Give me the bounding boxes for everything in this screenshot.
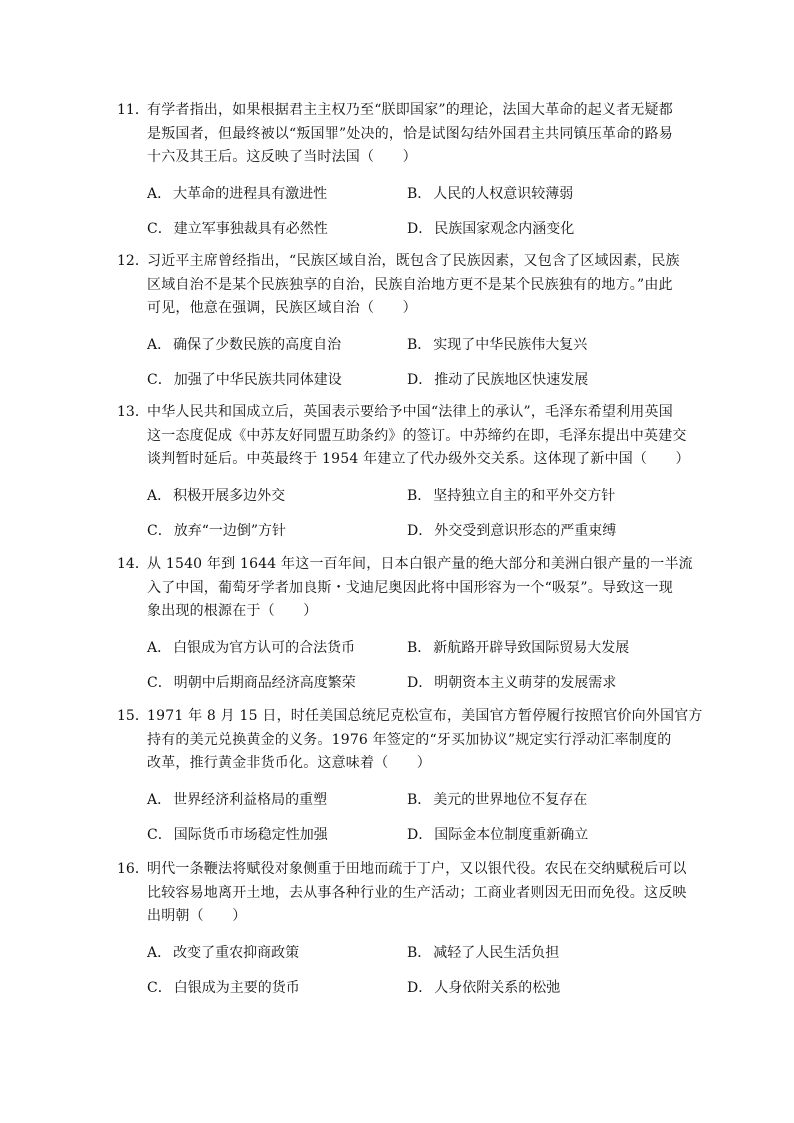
question-15 [117, 705, 703, 847]
option-text: 国际货币市场稳定性加强 [173, 826, 328, 843]
stem-line: 改革，推行黄金非货币化。这意味着（ ） [147, 755, 431, 771]
options-row [117, 333, 677, 357]
option-text: 民族国家观念内涵变化 [434, 220, 575, 237]
option-letter: B． [407, 185, 432, 202]
option-text: 减轻了人民生活负担 [433, 944, 560, 961]
question-16 [117, 858, 687, 1000]
option-c[interactable] [147, 217, 328, 241]
question-number: 16． [117, 861, 149, 877]
options-row [117, 182, 677, 206]
options-row [117, 368, 677, 392]
option-b[interactable] [407, 484, 615, 508]
option-text: 白银成为主要的货币 [173, 979, 300, 996]
options-row [117, 788, 677, 812]
question-stem [117, 250, 680, 321]
option-letter: D． [407, 979, 433, 996]
option-b[interactable] [407, 941, 559, 965]
option-text: 外交受到意识形态的严重束缚 [434, 522, 617, 539]
options-row [117, 217, 677, 241]
stem-line: 明代一条鞭法将赋役对象侧重于田地而疏于丁户，又以银代役。农民在交纳赋税后可以 [147, 861, 687, 877]
option-letter: B． [407, 487, 432, 504]
stem-line: 1971 年 8 月 15 日，时任美国总统尼克松宣布，美国官方暂停履行按照官价向外国官方 [147, 708, 703, 724]
option-text: 人民的人权意识较薄弱 [433, 185, 574, 202]
option-c[interactable] [147, 823, 328, 847]
question-number: 12． [117, 253, 149, 269]
option-c[interactable] [147, 671, 356, 695]
question-number: 15． [117, 708, 149, 724]
option-a[interactable] [147, 788, 327, 812]
option-c[interactable] [147, 519, 286, 543]
option-letter: A． [147, 185, 172, 202]
option-letter: C． [147, 979, 172, 996]
option-letter: C． [147, 522, 172, 539]
options-row [117, 941, 677, 965]
option-letter: A． [147, 944, 172, 961]
option-b[interactable] [407, 333, 587, 357]
stem-line: 比较容易地离开土地，去从事各种行业的生产活动；工商业者则因无田而免役。这反映 [147, 884, 687, 901]
option-text: 大革命的进程具有激进性 [173, 185, 328, 202]
option-text: 放弃“一边倒”方针 [173, 522, 287, 539]
question-stem [117, 858, 687, 929]
options-row [117, 484, 677, 508]
option-letter: D． [407, 522, 433, 539]
stem-line: 习近平主席曾经指出，“民族区域自治，既包含了民族因素，又包含了区域因素，民族 [147, 253, 680, 269]
question-stem [117, 99, 677, 170]
stem-line: 区域自治不是某个民族独享的自治，民族自治地方更不是某个民族独有的地方。”由此 [147, 276, 673, 293]
option-text: 人身依附关系的松弛 [434, 979, 561, 996]
option-letter: A． [147, 639, 172, 656]
stem-line: 出明朝（ ） [147, 908, 247, 924]
option-a[interactable] [147, 333, 341, 357]
option-text: 明朝资本主义萌芽的发展需求 [434, 674, 617, 691]
stem-line: 有学者指出，如果根据君主主权乃至“朕即国家”的理论，法国大革命的起义者无疑都 [147, 102, 673, 118]
option-letter: C． [147, 674, 172, 691]
stem-line: 这一态度促成《中苏友好同盟互助条约》的签订。中苏缔约在即，毛泽东提出中英建交 [147, 427, 687, 444]
option-b[interactable] [407, 636, 629, 660]
stem-line: 十六及其王后。这反映了当时法国（ ） [147, 149, 417, 165]
option-text: 白银成为官方认可的合法货币 [173, 639, 356, 656]
option-c[interactable] [147, 368, 342, 392]
option-a[interactable] [147, 636, 355, 660]
option-b[interactable] [407, 182, 573, 206]
option-letter: B． [407, 944, 432, 961]
options-row [117, 823, 677, 847]
stem-line: 入了中国，葡萄牙学者加良斯・戈迪尼奥因此将中国形容为一个“吸泵”。导致这一现 [147, 579, 673, 596]
option-text: 实现了中华民族伟大复兴 [433, 336, 588, 353]
option-letter: D． [407, 674, 433, 691]
stem-line: 持有的美元兑换黄金的义务。1976 年签定的“牙买加协议”规定实行浮动汇率制度的 [147, 731, 672, 748]
option-a[interactable] [147, 484, 285, 508]
option-a[interactable] [147, 941, 299, 965]
question-number: 13． [117, 404, 149, 420]
option-letter: A． [147, 336, 172, 353]
option-text: 推动了民族地区快速发展 [434, 371, 589, 388]
question-12 [117, 250, 680, 392]
options-row [117, 636, 677, 660]
options-row [117, 519, 677, 543]
option-d[interactable] [407, 976, 560, 1000]
option-letter: C． [147, 826, 172, 843]
option-text: 建立军事独裁具有必然性 [173, 220, 328, 237]
question-13 [117, 401, 690, 543]
stem-line: 象出现的根源在于（ ） [147, 603, 318, 619]
stem-line: 谈判暂时延后。中英最终于 1954 年建立了代办级外交关系。这体现了新中国（ ） [147, 451, 690, 467]
option-text: 新航路开辟导致国际贸易大发展 [433, 639, 630, 656]
question-number: 11． [117, 102, 149, 118]
option-text: 国际金本位制度重新确立 [434, 826, 589, 843]
option-letter: A． [147, 487, 172, 504]
option-letter: C． [147, 220, 172, 237]
options-row [117, 976, 677, 1000]
stem-line: 中华人民共和国成立后，英国表示要给予中国“法律上的承认”，毛泽东希望利用英国 [147, 404, 673, 420]
option-d[interactable] [407, 519, 616, 543]
option-letter: D． [407, 826, 433, 843]
option-d[interactable] [407, 823, 588, 847]
option-text: 加强了中华民族共同体建设 [173, 371, 342, 388]
stem-line: 从 1540 年到 1644 年这一百年间，日本白银产量的绝大部分和美洲白银产量的一半流 [147, 556, 693, 572]
question-stem [117, 553, 693, 624]
option-text: 改变了重农抑商政策 [173, 944, 300, 961]
option-text: 积极开展多边外交 [173, 487, 286, 504]
option-text: 世界经济利益格局的重塑 [173, 791, 328, 808]
question-14 [117, 553, 693, 695]
stem-line: 可见，他意在强调，民族区域自治（ ） [147, 300, 417, 316]
option-letter: D． [407, 220, 433, 237]
option-letter: B． [407, 336, 432, 353]
option-d[interactable] [407, 217, 574, 241]
option-b[interactable] [407, 788, 587, 812]
option-letter: B． [407, 639, 432, 656]
option-letter: A． [147, 791, 172, 808]
option-text: 美元的世界地位不复存在 [433, 791, 588, 808]
option-d[interactable] [407, 671, 616, 695]
options-row [117, 671, 677, 695]
question-stem [117, 705, 703, 776]
option-text: 坚持独立自主的和平外交方针 [433, 487, 616, 504]
option-a[interactable] [147, 182, 327, 206]
option-letter: B． [407, 791, 432, 808]
option-c[interactable] [147, 976, 300, 1000]
option-letter: C． [147, 371, 172, 388]
question-11 [117, 99, 677, 241]
option-letter: D． [407, 371, 433, 388]
option-d[interactable] [407, 368, 588, 392]
option-text: 确保了少数民族的高度自治 [173, 336, 342, 353]
stem-line: 是叛国者，但最终被以“叛国罪”处决的，恰是试图勾结外国君主共同镇压革命的路易 [147, 125, 673, 142]
option-text: 明朝中后期商品经济高度繁荣 [173, 674, 356, 691]
question-number: 14． [117, 556, 149, 572]
question-stem [117, 401, 690, 472]
